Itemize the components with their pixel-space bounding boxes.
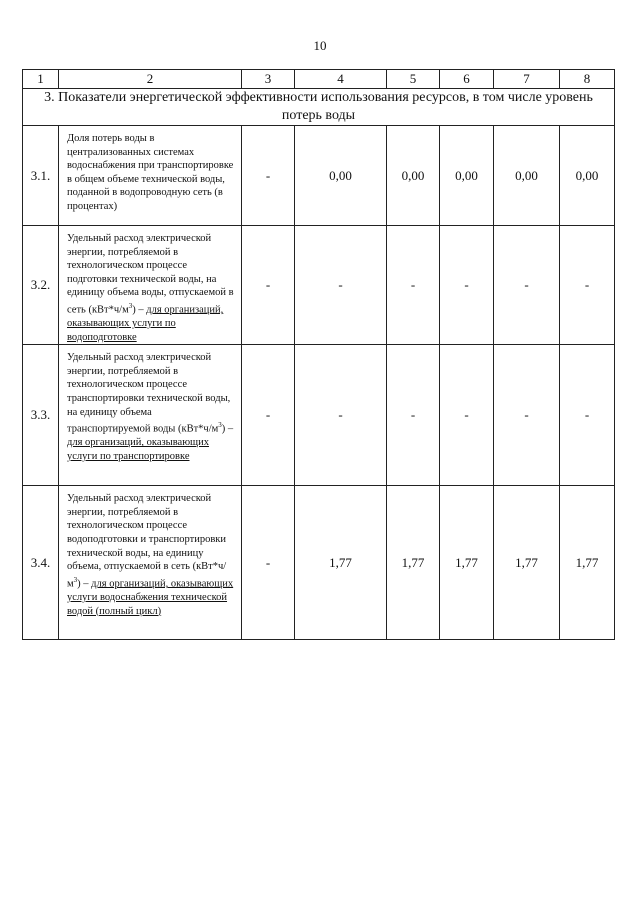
description-text: ) –: [221, 423, 234, 435]
value-cell: -: [295, 226, 387, 345]
value-cell: -: [295, 345, 387, 486]
description-text: Удельный расход электрической энергии, потребляемой в технологическом процессе водоподготовки и транспортировки технической воды, на единицу объема, отпускаемой в сеть (кВт*ч/м: [67, 493, 227, 590]
value-cell: 0,00: [560, 126, 615, 226]
row-description: [59, 226, 242, 345]
value-cell: -: [494, 226, 560, 345]
row-description: [59, 345, 242, 486]
value-cell: 1,77: [560, 486, 615, 640]
row-number: 3.3.: [23, 345, 59, 486]
description-text: ) –: [77, 578, 92, 590]
column-number: 3: [242, 70, 295, 89]
value-cell: -: [494, 345, 560, 486]
value-cell: 0,00: [295, 126, 387, 226]
value-cell: 1,77: [440, 486, 494, 640]
section-title: 3. Показатели энергетической эффективности использования ресурсов, в том числе уровень потерь воды: [23, 89, 615, 126]
column-number-row: [23, 70, 615, 89]
underlined-text: для организаций, оказывающих услуги по водоподготовке: [67, 304, 224, 343]
column-number: 7: [494, 70, 560, 89]
underlined-text: для организаций, оказывающих услуги по транспортировке: [67, 437, 209, 462]
row-description: Доля потерь воды в централизованных системах водоснабжения при транспортировке в общем объеме технической воды, поданной в водопроводную сеть (в процентах): [59, 126, 242, 226]
value-cell: 0,00: [494, 126, 560, 226]
column-number: 4: [295, 70, 387, 89]
table-row: [23, 226, 615, 345]
table-row: [23, 126, 615, 226]
superscript: 3: [128, 301, 133, 310]
row-description: [59, 486, 242, 640]
description-text: ) –: [132, 304, 147, 316]
table-row: [23, 486, 615, 640]
column-number: 8: [560, 70, 615, 89]
value-cell: -: [560, 345, 615, 486]
value-cell: -: [560, 226, 615, 345]
value-cell: -: [242, 345, 295, 486]
row-number: 3.4.: [23, 486, 59, 640]
value-cell: 1,77: [295, 486, 387, 640]
section-header-row: [23, 89, 615, 126]
value-cell: -: [440, 226, 494, 345]
description-text: Удельный расход электрической энергии, потребляемой в технологическом процессе подготовки технической воды, на единицу объема воды, отпускаемой в сеть (кВт*ч/м: [67, 233, 234, 316]
value-cell: 0,00: [440, 126, 494, 226]
page-number: 10: [313, 38, 327, 53]
table-row: [23, 345, 615, 486]
energy-efficiency-table: [22, 69, 615, 640]
superscript: 3: [73, 575, 78, 584]
underlined-text: для организаций, оказывающих услуги водоснабжения технической водой (полный цикл): [67, 578, 234, 617]
column-number: 5: [387, 70, 440, 89]
value-cell: -: [387, 226, 440, 345]
value-cell: 1,77: [494, 486, 560, 640]
column-number: 1: [23, 70, 59, 89]
value-cell: -: [242, 126, 295, 226]
column-number: 2: [59, 70, 242, 89]
value-cell: -: [440, 345, 494, 486]
value-cell: -: [242, 226, 295, 345]
value-cell: -: [242, 486, 295, 640]
column-number: 6: [440, 70, 494, 89]
row-number: 3.1.: [23, 126, 59, 226]
superscript: 3: [218, 421, 222, 430]
value-cell: -: [387, 345, 440, 486]
value-cell: 0,00: [387, 126, 440, 226]
value-cell: 1,77: [387, 486, 440, 640]
description-text: Удельный расход электрической энергии, потребляемой в технологическом процессе транспортировки технической воды, на единицу объема транспортируемой воды (кВт*ч/м: [67, 352, 231, 435]
row-number: 3.2.: [23, 226, 59, 345]
